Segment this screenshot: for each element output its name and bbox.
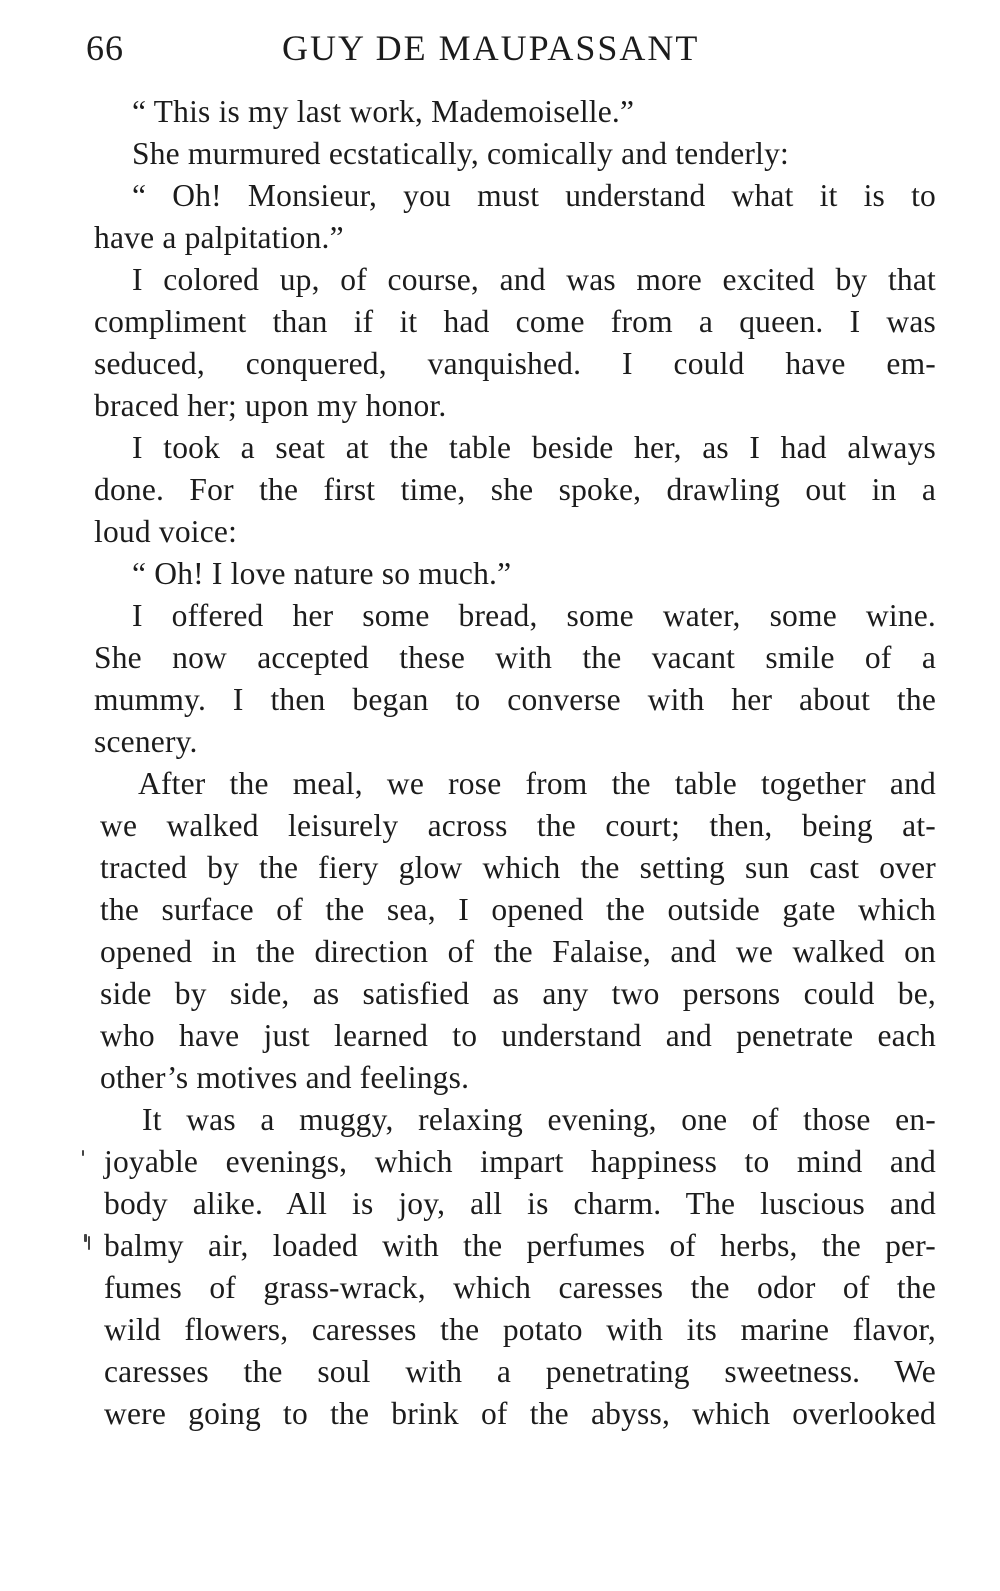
text-line: She murmured ecstatically, comically and tenderly: [132, 136, 789, 171]
text-line: It was a muggy, relaxing evening, one of those en- [142, 1102, 936, 1137]
scan-speck [84, 1234, 87, 1242]
text-line: fumes of grass-wrack, which caresses the odor of the [104, 1270, 936, 1305]
text-line: “ Oh! I love nature so much.” [132, 556, 512, 591]
text-line: joyable evenings, which impart happiness to mind and [104, 1144, 936, 1179]
text-line: I colored up, of course, and was more excited by that [132, 262, 936, 297]
text-line: I took a seat at the table beside her, as I had always [132, 430, 936, 465]
text-line: braced her; upon my honor. [94, 388, 447, 423]
text-line: balmy air, loaded with the perfumes of herbs, the per- [104, 1228, 936, 1263]
scan-specks [78, 1150, 92, 1270]
text-line: “ This is my last work, Mademoiselle.” [132, 94, 635, 129]
text-line: the surface of the sea, I opened the outside gate which [100, 892, 936, 927]
text-line: scenery. [94, 724, 198, 759]
page-number: 66 [86, 28, 124, 68]
text-line: were going to the brink of the abyss, which overlooked [104, 1396, 936, 1431]
scan-speck [88, 1236, 90, 1250]
text-line: body alike. All is joy, all is charm. The luscious and [104, 1186, 936, 1221]
text-line: She now accepted these with the vacant smile of a [94, 640, 936, 675]
running-title: GUY DE MAUPASSANT [282, 28, 700, 68]
text-line: mummy. I then began to converse with her about the [94, 682, 936, 717]
text-line: we walked leisurely across the court; then, being at- [100, 808, 936, 843]
text-line: I offered her some bread, some water, some wine. [132, 598, 936, 633]
text-line: tracted by the fiery glow which the setting sun cast over [100, 850, 936, 885]
text-line: who have just learned to understand and penetrate each [100, 1018, 936, 1053]
text-line: After the meal, we rose from the table together and [138, 766, 936, 801]
text-line: loud voice: [94, 514, 238, 549]
text-line: caresses the soul with a penetrating sweetness. We [104, 1354, 936, 1389]
text-line: side by side, as satisfied as any two persons could be, [100, 976, 936, 1011]
text-line: opened in the direction of the Falaise, and we walked on [100, 934, 936, 969]
text-line: done. For the first time, she spoke, drawling out in a [94, 472, 936, 507]
body-text [94, 91, 936, 1435]
text-line: compliment than if it had come from a queen. I was [94, 304, 936, 339]
running-head [86, 18, 946, 78]
text-line: have a palpitation.” [94, 220, 344, 255]
text-line: other’s motives and feelings. [100, 1060, 470, 1095]
text-line: “ Oh! Monsieur, you must understand what it is to [132, 178, 936, 213]
text-line: seduced, conquered, vanquished. I could have em- [94, 346, 936, 381]
scan-speck [82, 1150, 84, 1156]
text-line: wild flowers, caresses the potato with its marine flavor, [104, 1312, 936, 1347]
